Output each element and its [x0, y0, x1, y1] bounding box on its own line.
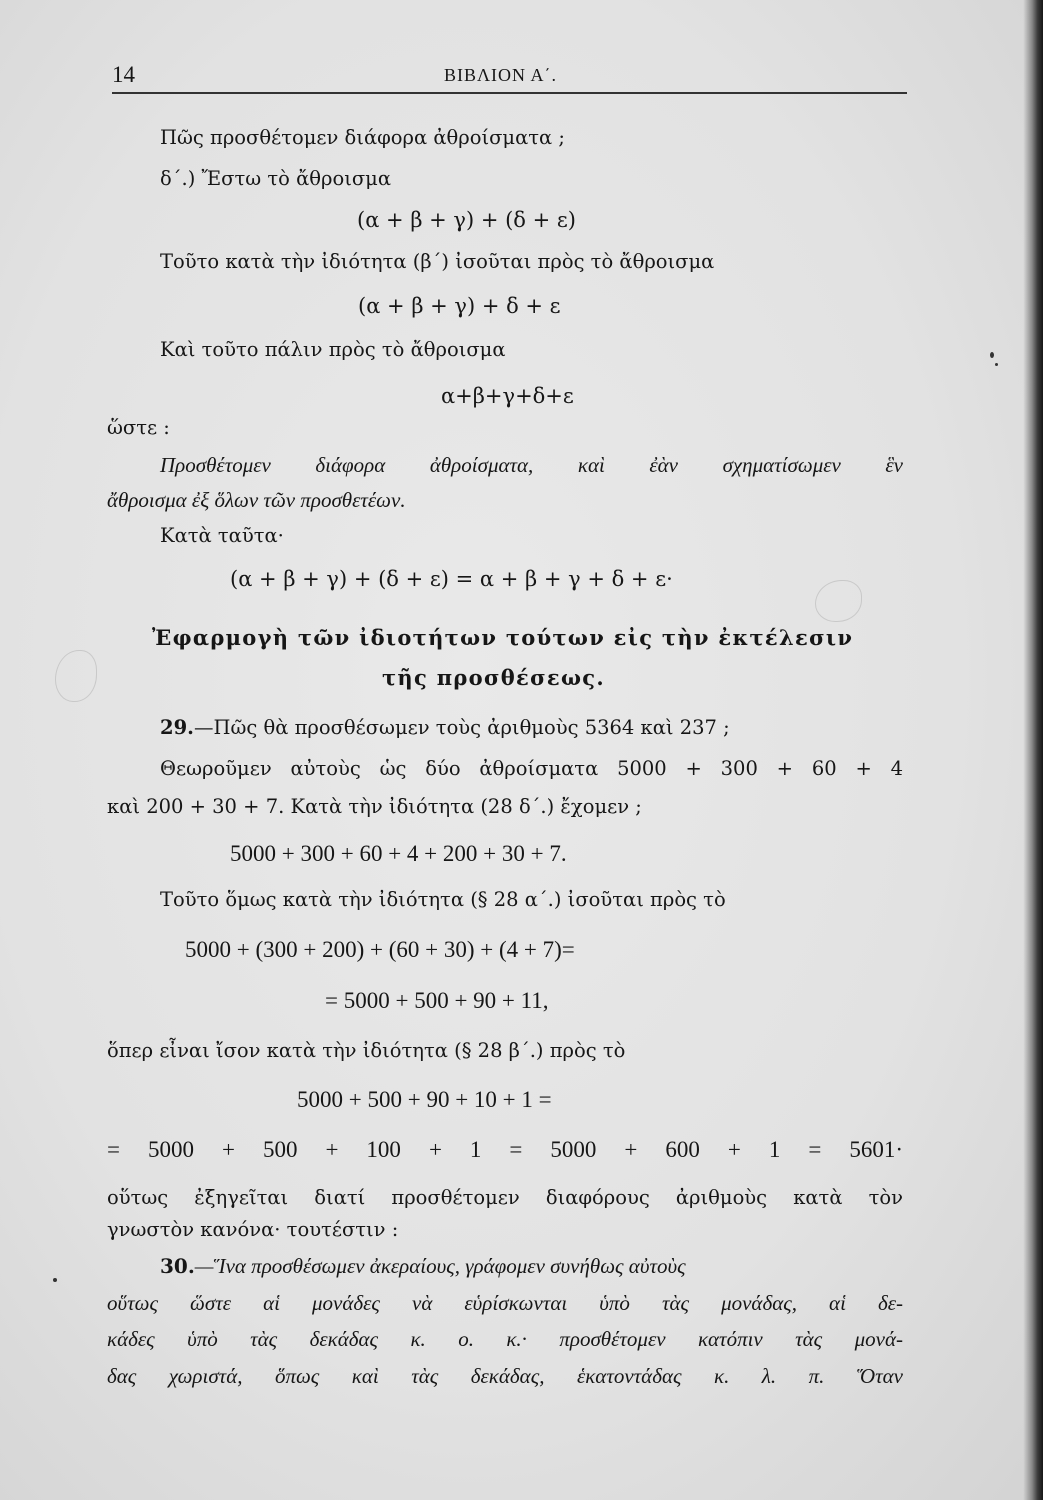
- margin-pencil-mark: [815, 580, 862, 622]
- page-number: 14: [112, 62, 135, 87]
- header-rule: [112, 92, 907, 94]
- paragraph-30-text: —Ἵνα προσθέσωμεν ἀκεραίους, γράφομεν συνήθως αὐτοὺς: [194, 1254, 686, 1278]
- text-line-6: Καὶ τοῦτο πάλιν πρὸς τὸ ἄθροισμα: [160, 338, 506, 361]
- formula-2: (α + β + γ) + δ + ε: [358, 294, 561, 318]
- running-title: ΒΙΒΛΙΟΝ Α΄.: [444, 65, 558, 85]
- paragraph-29-line-7: γνωστὸν κανόνα· τουτέστιν :: [107, 1218, 399, 1241]
- paragraph-29-line-1: [160, 714, 730, 742]
- paragraph-30-line-3: κάδες ὑπὸ τὰς δεκάδας κ. ο. κ.· προσθέτομεν κατόπιν τὰς μονά-: [107, 1327, 903, 1351]
- formula-1: (α + β + γ) + (δ + ε): [357, 208, 576, 232]
- paragraph-30-line-4: δας χωριστά, ὅπως καὶ τὰς δεκάδας, ἑκατοντάδας κ. λ. π. Ὅταν: [107, 1364, 903, 1388]
- text-line-1: Πῶς προσθέτομεν διάφορα ἀθροίσματα ;: [160, 126, 565, 149]
- paragraph-30-line-1: [160, 1252, 686, 1280]
- text-line-4: Τοῦτο κατὰ τὴν ἰδιότητα (β΄) ἰσοῦται πρὸς τὸ ἄθροισμα: [160, 250, 715, 273]
- paragraph-29-line-2: Θεωροῦμεν αὐτοὺς ὡς δύο ἀθροίσματα 5000 + 300 + 60 + 4: [160, 757, 903, 780]
- section-heading-line-1: Ἐφαρμογὴ τῶν ἰδιοτήτων τούτων εἰς τὴν ἐκτέλεσιν: [152, 625, 854, 650]
- margin-pencil-mark: [55, 650, 97, 702]
- text-line-11: Κατὰ ταῦτα·: [160, 524, 284, 547]
- text-line-8: ὥστε :: [107, 416, 170, 439]
- page-header: [112, 62, 907, 92]
- paragraph-29-line-6: οὕτως ἐξηγεῖται διατί προσθέτομεν διαφόρους ἀριθμοὺς κατὰ τὸν: [107, 1186, 903, 1209]
- formula-8: 5000 + 500 + 90 + 10 + 1 =: [297, 1087, 552, 1112]
- section-number-29: 29.: [160, 716, 194, 739]
- paragraph-30-line-2: οὕτως ὥστε αἱ μονάδες νὰ εὑρίσκωνται ὑπὸ τὰς μονάδας, αἱ δε-: [107, 1291, 903, 1315]
- section-heading-line-2: τῆς προσθέσεως.: [382, 665, 605, 690]
- formula-6: 5000 + (300 + 200) + (60 + 30) + (4 + 7)=: [185, 937, 575, 962]
- paragraph-29-text: —Πῶς θὰ προσθέσωμεν τοὺς ἀριθμοὺς 5364 καὶ 237 ;: [193, 716, 730, 739]
- rule-statement-line-2: ἄθροισμα ἐξ ὅλων τῶν προσθετέων.: [107, 488, 406, 512]
- formula-7: = 5000 + 500 + 90 + 11,: [325, 988, 549, 1013]
- text-line-2: δ΄.) Ἔστω τὸ ἄθροισμα: [160, 167, 391, 190]
- section-number-30: 30.: [160, 1254, 195, 1278]
- formula-3: α+β+γ+δ+ε: [441, 384, 574, 408]
- paragraph-29-line-4: Τοῦτο ὅμως κατὰ τὴν ἰδιότητα (§ 28 α΄.) ἰσοῦται πρὸς τὸ: [160, 888, 726, 911]
- paragraph-29-line-3: καὶ 200 + 30 + 7. Κατὰ τὴν ἰδιότητα (28 δ΄.) ἔχομεν ;: [107, 795, 642, 818]
- paragraph-29-line-5: ὅπερ εἶναι ἴσον κατὰ τὴν ἰδιότητα (§ 28 β΄.) πρὸς τὸ: [107, 1039, 626, 1062]
- formula-4: (α + β + γ) + (δ + ε) = α + β + γ + δ + ε·: [230, 567, 673, 591]
- rule-statement-line-1: Προσθέτομεν διάφορα ἀθροίσματα, καὶ ἐὰν σχηματίσωμεν ἓν: [160, 453, 903, 477]
- formula-9: = 5000 + 500 + 100 + 1 = 5000 + 600 + 1 = 5601·: [107, 1137, 903, 1162]
- formula-5: 5000 + 300 + 60 + 4 + 200 + 30 + 7.: [230, 841, 567, 866]
- page-spine-shadow: [933, 0, 1043, 1500]
